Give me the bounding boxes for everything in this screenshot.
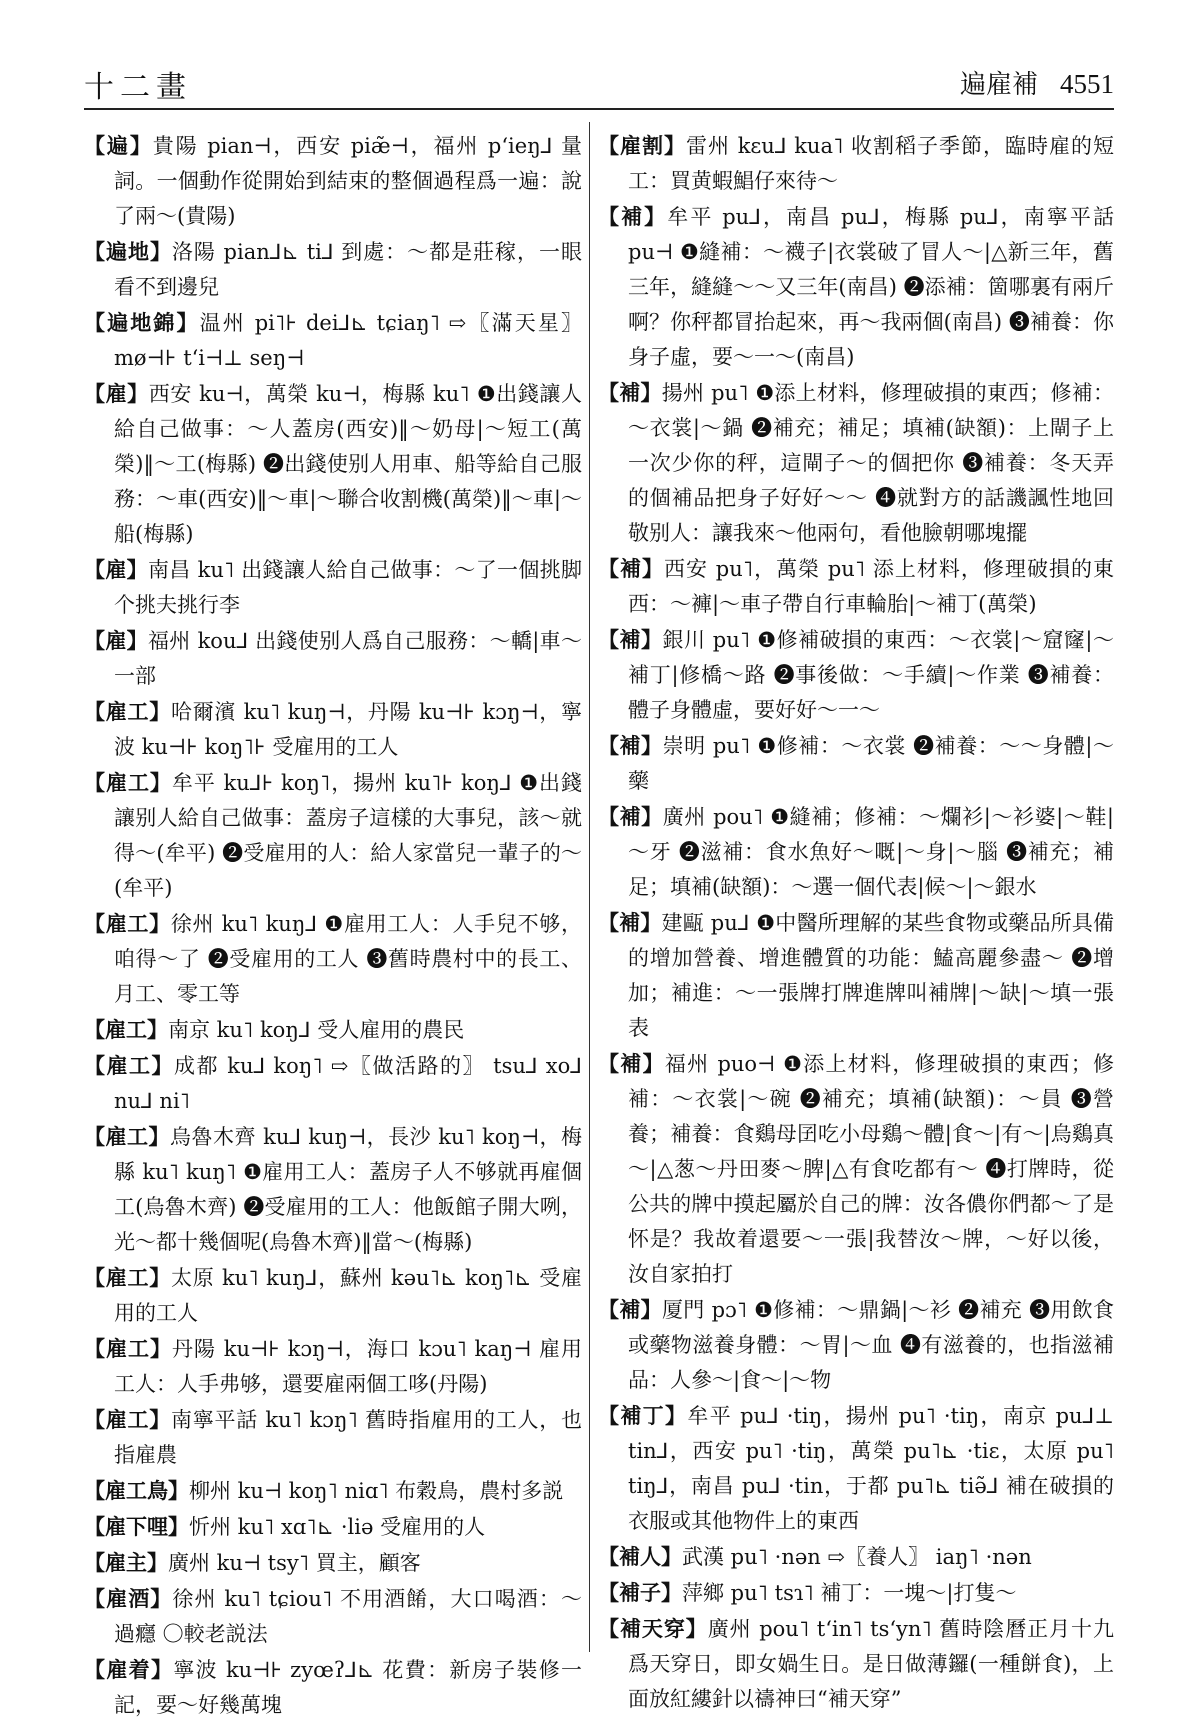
entry-headword: 【雇下哩】	[84, 1514, 189, 1539]
dictionary-entry	[84, 1331, 582, 1402]
entry-headword: 【雇】	[84, 628, 148, 653]
entry-headword: 【遍地】	[84, 239, 172, 264]
entry-headword: 【補】	[598, 380, 662, 405]
dictionary-entry	[598, 199, 1114, 375]
dictionary-entry	[84, 552, 582, 623]
stroke-count-label: 十二畫	[84, 70, 192, 105]
entry-definition: 成都 ku⅃ koŋ˥ ⇨〖做活路的〗 tsu⅃ xo⅃ nu⅃ ni˥	[114, 1054, 582, 1113]
entry-definition: 南寧平話 ku˥ kɔŋ˥ 舊時指雇用的工人，也指雇農	[114, 1408, 582, 1467]
dictionary-entry	[84, 1652, 582, 1723]
entry-headword: 【補子】	[598, 1580, 682, 1605]
entry-definition: 廣州 ku⊣ tsy˥ 買主，顧客	[168, 1551, 421, 1575]
entry-headword: 【雇酒】	[84, 1586, 173, 1611]
entry-headword: 【雇】	[84, 381, 149, 406]
entry-definition: 萍鄉 pu˥ tsɿ˥ 補丁：一塊～|打隻～	[682, 1581, 1017, 1605]
dictionary-entry	[598, 1292, 1114, 1398]
dictionary-entry	[84, 376, 582, 552]
left-column	[84, 128, 583, 1717]
entry-definition: 柳州 ku⊣ koŋ˥ niɑ˥ 布穀鳥，農村多説	[189, 1479, 564, 1503]
headword-range: 遍雇補	[959, 70, 1038, 100]
entry-headword: 【雇工】	[84, 770, 172, 795]
dictionary-entry	[84, 305, 582, 376]
entry-headword: 【補】	[598, 556, 665, 581]
entry-headword: 【雇工鳥】	[84, 1478, 189, 1503]
entry-headword: 【雇工】	[84, 1265, 172, 1290]
entry-definition: 南昌 ku˥ 出錢讓人給自己做事：～了一個挑脚个挑夫挑行李	[114, 558, 582, 617]
entry-definition: 福州 kou⅃ 出錢使别人爲自己服務：～轎|車～一部	[114, 629, 582, 688]
dictionary-entry	[598, 728, 1114, 799]
dictionary-entry	[84, 1119, 582, 1260]
entry-definition: 厦門 pɔ˥ ❶修補：～鼎鍋|～衫 ❷補充 ❸用飲食或藥物滋養身體：～胃|～血 ❹有滋養的，也指滋補品：人參～|食～|～物	[628, 1298, 1115, 1392]
entry-headword: 【雇工】	[84, 1407, 171, 1432]
entry-headword: 【雇】	[84, 557, 148, 582]
dictionary-entry	[84, 1473, 582, 1509]
entry-headword: 【補】	[598, 627, 663, 652]
entry-definition: 牟平 pu⅃ ·tiŋ，揚州 pu˥ ·tiŋ，南京 pu⅃⊥ tin⅃，西安 pu˥ ·tiŋ，萬榮 pu˥⊾ ·tiɛ，太原 pu˥ tiŋ⅃，南昌 pu⅃ ·tin，于都 pu˥⊾ tiə̃⅃ 補在破損的衣服或其他物件上的東西	[628, 1404, 1115, 1533]
entry-headword: 【遍】	[84, 133, 153, 158]
dictionary-entry	[84, 906, 582, 1012]
entry-definition: 太原 ku˥ kuŋ⅃，蘇州 kəu˥⊾ koŋ˥⊾ 受雇用的工人	[114, 1266, 582, 1325]
dictionary-entry	[84, 1048, 582, 1119]
dictionary-entry	[84, 1581, 582, 1652]
entry-definition: 崇明 pu˥ ❶修補：～衣裳 ❷補養：～～身體|～藥	[628, 734, 1114, 793]
dictionary-entry	[84, 1509, 582, 1545]
dictionary-entry	[598, 905, 1114, 1046]
dictionary-entry	[598, 128, 1114, 199]
dictionary-entry	[84, 623, 582, 694]
dictionary-entry	[84, 1012, 582, 1048]
entry-definition: 廣州 pou˥ ❶縫補；修補：～爛衫|～衫婆|～鞋|～牙 ❷滋補：食水魚好～嘅|～身|～腦 ❸補充；補足；填補(缺額)：～選一個代表|候～|～銀水	[628, 805, 1114, 899]
entry-headword: 【雇着】	[84, 1657, 174, 1682]
entry-definition: 烏魯木齊 ku⅃ kuŋ⊣，長沙 ku˥ koŋ⊣，梅縣 ku˥ kuŋ˥ ❶雇用工人：蓋房子人不够就再雇個工(烏魯木齊) ❷受雇用的工人：他飯館子開大咧，光～都十幾個呢(烏魯木齊)‖當～(梅縣)	[114, 1125, 583, 1254]
entry-headword: 【雇工】	[84, 699, 171, 724]
entry-definition: 建甌 pu⅃ ❶中醫所理解的某些食物或藥品所具備的增加營養、增進體質的功能：鰪高麗參盡～ ❷增加；補進：～一張牌打牌進牌叫補牌|～缺|～填一張表	[628, 911, 1115, 1040]
dictionary-entry	[84, 765, 582, 906]
dictionary-entry	[598, 1398, 1114, 1539]
dictionary-entry	[84, 1545, 582, 1581]
entry-headword: 【雇工】	[84, 1124, 170, 1149]
entry-headword: 【雇主】	[84, 1550, 168, 1575]
page-header	[84, 58, 1114, 110]
entry-definition: 丹陽 ku⊣⊦ kɔŋ⊣，海口 kɔu˥ kaŋ⊣ 雇用工人：人手弗够，還要雇兩個工哆(丹陽)	[114, 1337, 583, 1396]
entry-definition: 洛陽 pian⅃⊾ ti⅃ 到處：～都是莊稼，一眼看不到邊兒	[114, 240, 582, 299]
entry-definition: 哈爾濱 ku˥ kuŋ⊣，丹陽 ku⊣⊦ kɔŋ⊣，寧波 ku⊣⊦ koŋ˥⊦ 受雇用的工人	[114, 700, 583, 759]
entry-headword: 【補】	[598, 1051, 665, 1076]
dictionary-entry	[84, 128, 582, 234]
dictionary-entry	[84, 1402, 582, 1473]
dictionary-entry	[84, 1260, 582, 1331]
entry-definition: 廣州 pou˥ tʻin˥ tsʻyn˥ 舊時陰曆正月十九爲天穿日，即女媧生日。是日做薄鑼(一種餅食)，上面放紅縷針以禱神曰“補天穿”	[628, 1617, 1114, 1711]
entry-headword: 【遍地錦】	[84, 310, 200, 335]
entry-definition: 西安 pu˥，萬榮 pu˥ 添上材料，修理破損的東西：～褲|～車子帶自行車輪胎|～補丁(萬榮)	[628, 557, 1114, 616]
entry-definition: 温州 pi˥⊦ dei⅃⊾ tɕiaŋ˥ ⇨〖滿天星〗 mø⊣⊦ tʻi⊣⊥ seŋ⊣	[114, 311, 583, 370]
entry-headword: 【雇割】	[598, 133, 687, 158]
dictionary-entry	[84, 234, 582, 305]
dictionary-entry	[598, 375, 1114, 551]
entry-definition: 牟平 ku⅃⊦ koŋ˥，揚州 ku˥⊦ koŋ⅃ ❶出錢讓别人給自己做事：蓋房子這樣的大事兒，該～就得～(牟平) ❷受雇用的人：給人家當兒一輩子的～(牟平)	[114, 771, 582, 900]
entry-definition: 西安 ku⊣，萬榮 ku⊣，梅縣 ku˥ ❶出錢讓人給自己做事：～人蓋房(西安)‖～奶母|～短工(萬榮)‖～工(梅縣) ❷出錢使别人用車、船等給自己服務：～車(西安)‖～車|～聯合收割機(萬榮)‖～車|～船(梅縣)	[114, 382, 582, 546]
entry-headword: 【補】	[598, 910, 662, 935]
entry-definition: 銀川 pu˥ ❶修補破損的東西：～衣裳|～窟窿|～補丁|修橋～路 ❷事後做：～手續|～作業 ❸補養：體子身體虛，要好好～一～	[628, 628, 1114, 722]
entry-headword: 【補】	[598, 733, 663, 758]
running-head	[960, 64, 1114, 101]
entry-definition: 南京 ku˥ koŋ⅃ 受人雇用的農民	[168, 1018, 465, 1042]
entry-headword: 【雇工】	[84, 1336, 173, 1361]
entry-headword: 【補天穿】	[598, 1616, 708, 1641]
dictionary-entry	[598, 799, 1114, 905]
entry-headword: 【雇工】	[84, 1017, 168, 1042]
column-divider	[589, 122, 590, 1652]
dictionary-entry	[598, 1539, 1114, 1575]
dictionary-entry	[598, 1046, 1114, 1292]
dictionary-entry	[598, 551, 1114, 622]
entry-definition: 徐州 ku˥ tɕiou˥ 不用酒餚，大口喝酒：～過癮 〇較老説法	[114, 1587, 582, 1646]
entry-definition: 雷州 kɛu⅃ kua˥ 收割稻子季節，臨時雇的短工：買黄蝦鯧仔來待～	[628, 134, 1115, 193]
entry-definition: 忻州 ku˥ xɑ˥⊾ ·liə 受雇用的人	[189, 1515, 486, 1539]
dictionary-entry	[598, 1611, 1114, 1717]
entry-headword: 【補】	[598, 804, 663, 829]
entry-headword: 【補】	[598, 1297, 662, 1322]
entry-definition: 牟平 pu⅃，南昌 pu⅃，梅縣 pu⅃，南寧平話 pu⊣ ❶縫補：～襪子|衣裳破了冒人～|△新三年，舊三年，縫縫～～又三年(南昌) ❷添補：箇哪裏有兩斤啊？你秤都冒抬起來，再～我兩個(南昌) ❸補養：你身子虛，要～一～(南昌)	[628, 205, 1114, 369]
page-number: 4551	[1060, 69, 1114, 99]
entry-headword: 【補人】	[598, 1544, 682, 1569]
entry-headword: 【補】	[598, 204, 668, 229]
entry-definition: 貴陽 pian⊣，西安 piæ̃⊣，福州 pʻieŋ⅃ 量詞。一個動作從開始到結束的整個過程爲一遍：說了兩～(貴陽)	[114, 134, 583, 228]
dictionary-entry	[598, 622, 1114, 728]
entry-headword: 【雇工】	[84, 1053, 175, 1078]
entry-definition: 寧波 ku⊣⊦ zyœʔ⅃⊾ 花費：新房子裝修一記，要～好幾萬塊	[114, 1658, 583, 1717]
right-column	[598, 128, 1115, 1711]
entry-headword: 【補丁】	[598, 1403, 688, 1428]
dictionary-entry	[598, 1575, 1114, 1611]
entry-definition: 徐州 ku˥ kuŋ⅃ ❶雇用工人：人手兒不够，咱得～了 ❷受雇用的工人 ❸舊時農村中的長工、月工、零工等	[114, 912, 582, 1006]
entry-headword: 【雇工】	[84, 911, 171, 936]
entry-definition: 武漢 pu˥ ·nən ⇨〖養人〗 iaŋ˥ ·nən	[682, 1545, 1032, 1569]
entry-definition: 福州 puo⊣ ❶添上材料，修理破損的東西；修補：～衣裳|～碗 ❷補充；填補(缺額)：～員 ❸營養；補養：食鷄母囝吃小母鷄～體|食～|有～|烏鷄真～|△葱～丹田麥～脾|△有食吃都有～ ❹打牌時，從公共的牌中摸起屬於自己的牌：汝各儂你們都～了是怀是？我故着還要～一張|我替汝～牌，～好以後，汝自家拍打	[628, 1052, 1115, 1286]
entry-definition: 揚州 pu˥ ❶添上材料，修理破損的東西；修補：～衣裳|～鍋 ❷補充；補足；填補(缺額)：上閘子上一次少你的秤，這閘子～的個把你 ❸補養：冬天弄的個補品把身子好好～～ ❹就對方的話譏諷性地回敬别人：讓我來～他兩句，看他臉朝哪塊擺	[628, 381, 1115, 545]
dictionary-entry	[84, 694, 582, 765]
